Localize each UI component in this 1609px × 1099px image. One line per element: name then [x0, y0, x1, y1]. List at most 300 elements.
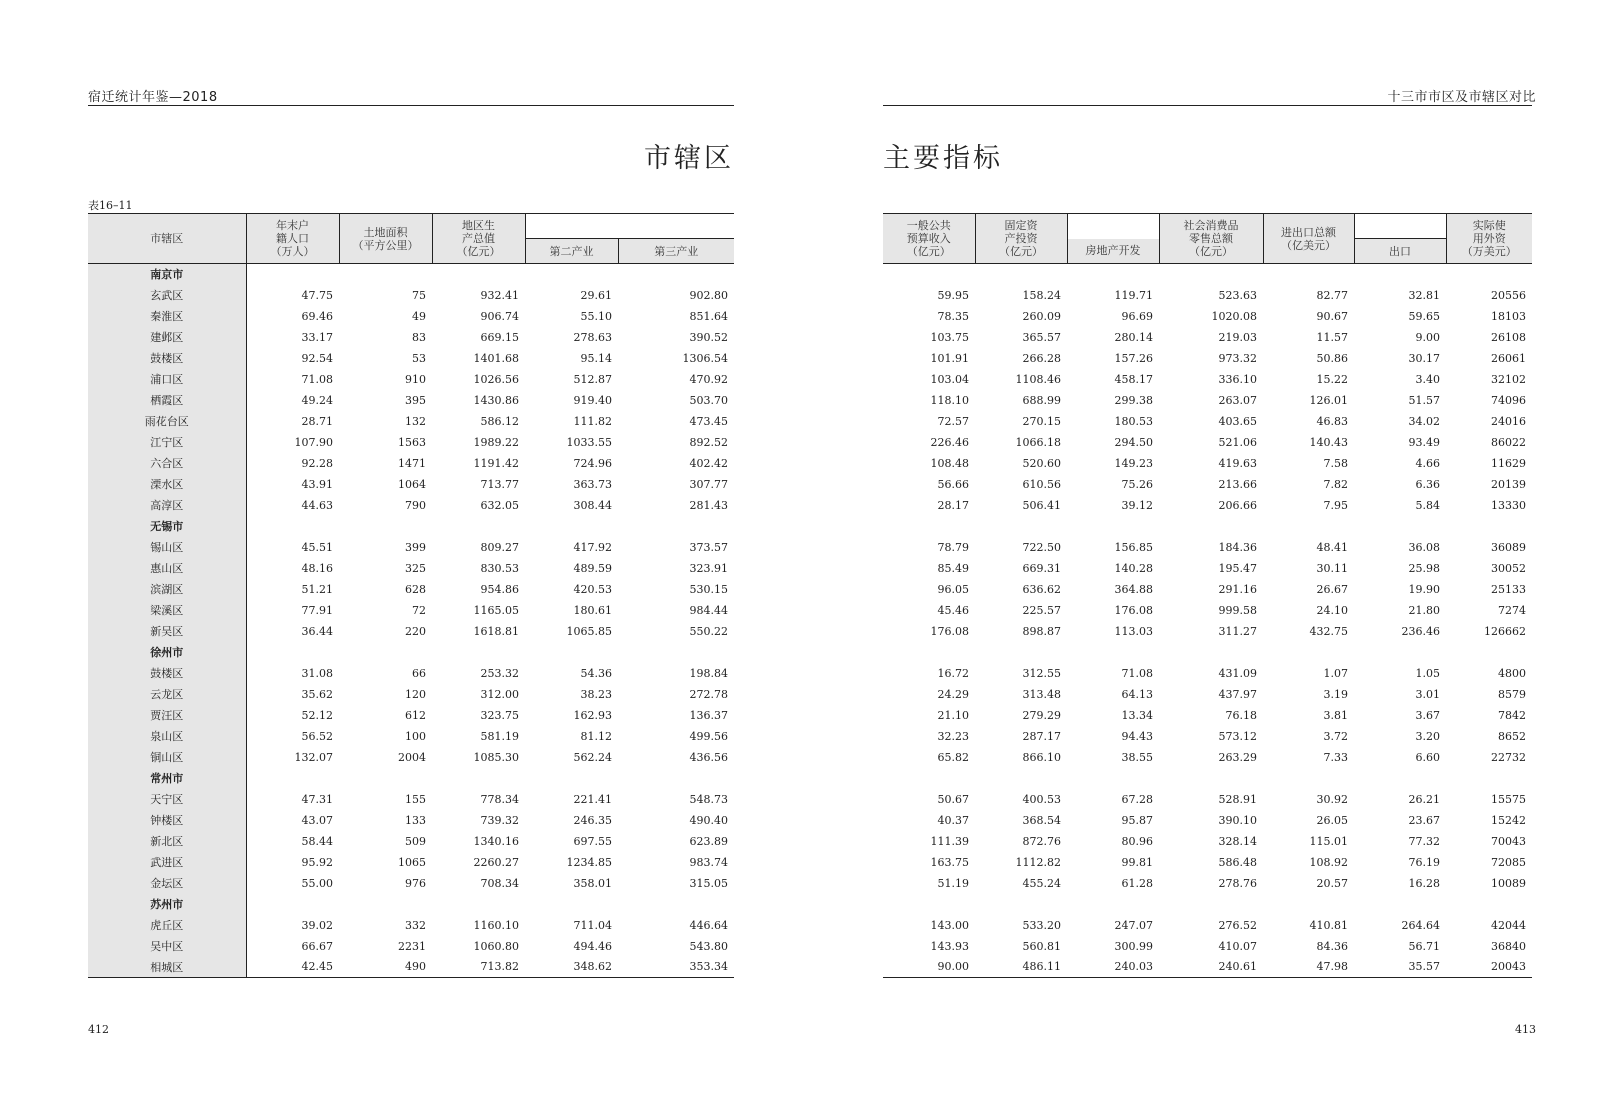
table-cell [975, 642, 1067, 663]
table-row [88, 285, 734, 306]
table-cell: 358.01 [573, 876, 612, 890]
table-cell: 86022 [1491, 435, 1526, 449]
table-cell: 311.27 [1218, 624, 1257, 638]
table-cell: 36.08 [1408, 540, 1440, 554]
table-cell: 220 [405, 624, 426, 638]
table-cell: 30052 [1491, 561, 1526, 575]
table-row [883, 474, 1532, 495]
table-cell: 910 [405, 372, 426, 386]
table-cell: 530.15 [689, 582, 728, 596]
table-cell [432, 516, 525, 537]
table-cell: 410.81 [1309, 918, 1348, 932]
table-cell: 348.62 [525, 957, 618, 978]
table-cell: 26.67 [1316, 582, 1348, 596]
table-cell: 66.67 [301, 939, 333, 953]
table-cell: 50.67 [937, 792, 969, 806]
table-cell: 149.23 [1114, 456, 1153, 470]
table-cell: 99.81 [1121, 855, 1153, 869]
table-cell: 44.63 [301, 498, 333, 512]
district-name: 新北区 [88, 831, 246, 852]
district-name: 铜山区 [88, 747, 246, 768]
table-cell [1354, 264, 1446, 285]
running-head-left: 宿迁统计年鉴—2018 [88, 90, 218, 105]
table-cell: 126.01 [1309, 393, 1348, 407]
table-row [88, 831, 734, 852]
table-row [88, 369, 734, 390]
table-cell [883, 264, 975, 285]
table-cell: 490.40 [689, 813, 728, 827]
table-cell: 373.57 [689, 540, 728, 554]
table-cell: 550.22 [689, 624, 728, 638]
table-cell: 59.65 [1408, 309, 1440, 323]
table-cell [975, 894, 1067, 915]
district-name: 惠山区 [88, 558, 246, 579]
table-cell [525, 516, 618, 537]
table-cell: 724.96 [573, 456, 612, 470]
table-cell [1159, 768, 1263, 789]
table-cell: 1.05 [1415, 666, 1440, 680]
city-group-row [88, 642, 734, 663]
table-cell: 402.42 [689, 456, 728, 470]
table-cell: 75 [412, 288, 426, 302]
table-cell: 71.08 [1121, 666, 1153, 680]
table-cell: 954.86 [480, 582, 519, 596]
table-row [883, 600, 1532, 621]
table-cell: 7.95 [1323, 498, 1348, 512]
table-cell: 34.02 [1408, 414, 1440, 428]
table-label: 表16–11 [88, 199, 133, 212]
table-cell: 420.53 [573, 582, 612, 596]
table-cell: 61.28 [1121, 876, 1153, 890]
table-cell: 92.54 [301, 351, 333, 365]
table-row [883, 579, 1532, 600]
table-cell: 74096 [1491, 393, 1526, 407]
table-cell: 90.67 [1316, 309, 1348, 323]
table-cell [618, 516, 734, 537]
table-cell: 176.08 [1114, 603, 1153, 617]
table-cell [1067, 894, 1159, 915]
table-cell: 697.55 [573, 834, 612, 848]
table-cell: 560.81 [1022, 939, 1061, 953]
table-row [88, 558, 734, 579]
table-row [88, 621, 734, 642]
table-cell: 83 [412, 330, 426, 344]
table-cell: 33.17 [301, 330, 333, 344]
table-cell: 24016 [1491, 414, 1526, 428]
table-cell [975, 264, 1067, 285]
table-cell: 21.10 [937, 708, 969, 722]
table-cell [975, 768, 1067, 789]
table-cell: 26.21 [1408, 792, 1440, 806]
table-cell: 11.57 [1316, 330, 1348, 344]
table-cell: 59.95 [937, 288, 969, 302]
table-row [883, 789, 1532, 810]
table-cell: 1064 [398, 477, 426, 491]
table-cell: 636.62 [1022, 582, 1061, 596]
table-cell: 240.03 [1067, 957, 1159, 978]
table-cell [246, 894, 339, 915]
table-cell: 1618.81 [473, 624, 519, 638]
table-cell: 100 [405, 729, 426, 743]
table-cell [1263, 642, 1354, 663]
table-cell: 506.41 [1022, 498, 1061, 512]
table-cell: 69.46 [301, 309, 333, 323]
table-cell [975, 516, 1067, 537]
table-cell: 64.13 [1121, 687, 1153, 701]
table-cell: 1401.68 [473, 351, 519, 365]
table-cell: 94.43 [1121, 729, 1153, 743]
district-name: 鼓楼区 [88, 663, 246, 684]
table-cell: 866.10 [1022, 750, 1061, 764]
table-cell: 830.53 [480, 561, 519, 575]
table-cell [1354, 768, 1446, 789]
table-cell: 49.24 [301, 393, 333, 407]
table-cell: 103.04 [930, 372, 969, 386]
table-cell: 7842 [1498, 708, 1526, 722]
table-cell: 38.55 [1121, 750, 1153, 764]
page-number-left: 412 [88, 1023, 109, 1036]
table-cell: 264.64 [1401, 918, 1440, 932]
table-row [883, 873, 1532, 894]
header-rule-left [88, 105, 734, 106]
table-cell: 528.91 [1218, 792, 1257, 806]
table-cell: 533.20 [1022, 918, 1061, 932]
table-cell: 36.44 [301, 624, 333, 638]
table-cell [1159, 894, 1263, 915]
table-cell: 111.82 [573, 414, 612, 428]
table-cell: 898.87 [1022, 624, 1061, 638]
table-cell: 11629 [1491, 456, 1526, 470]
table-cell: 22732 [1491, 750, 1526, 764]
header-public-budget: 一般公共 预算收入 （亿元） [883, 214, 975, 264]
table-cell: 18103 [1491, 309, 1526, 323]
district-name: 虎丘区 [88, 915, 246, 936]
district-name: 滨湖区 [88, 579, 246, 600]
table-cell: 431.09 [1218, 666, 1257, 680]
table-cell: 56.52 [301, 729, 333, 743]
table-cell: 919.40 [573, 393, 612, 407]
page-title-left: 市辖区 [644, 143, 734, 174]
table-cell: 1085.30 [473, 750, 519, 764]
table-cell: 140.43 [1309, 435, 1348, 449]
table-cell: 6.36 [1415, 477, 1440, 491]
table-cell: 308.44 [573, 498, 612, 512]
table-cell: 32.81 [1408, 288, 1440, 302]
table-cell [339, 516, 432, 537]
table-cell: 101.91 [930, 351, 969, 365]
header-import-export: 进出口总额 （亿美元） [1263, 214, 1354, 264]
table-cell: 76.19 [1408, 855, 1440, 869]
city-group-row [883, 264, 1532, 285]
header-land-area: 土地面积 （平方公里） [339, 214, 432, 264]
district-name: 建邺区 [88, 327, 246, 348]
table-cell: 1430.86 [473, 393, 519, 407]
table-cell [1067, 642, 1159, 663]
table-cell: 21.80 [1408, 603, 1440, 617]
table-cell: 365.57 [1022, 330, 1061, 344]
table-cell: 47.98 [1263, 957, 1354, 978]
table-cell: 332 [405, 918, 426, 932]
table-cell: 163.75 [930, 855, 969, 869]
table-cell: 103.75 [930, 330, 969, 344]
table-cell: 520.60 [1022, 456, 1061, 470]
table-cell: 70043 [1491, 834, 1526, 848]
table-cell: 31.08 [301, 666, 333, 680]
table-row [88, 306, 734, 327]
table-row [883, 327, 1532, 348]
table-cell: 95.87 [1121, 813, 1153, 827]
table-cell: 1020.08 [1211, 309, 1257, 323]
table-cell [525, 894, 618, 915]
table-cell: 65.82 [937, 750, 969, 764]
table-cell: 458.17 [1114, 372, 1153, 386]
table-cell: 71.08 [301, 372, 333, 386]
table-cell: 221.41 [573, 792, 612, 806]
table-cell: 16.28 [1408, 876, 1440, 890]
table-cell: 287.17 [1022, 729, 1061, 743]
table-cell: 325 [405, 561, 426, 575]
table-cell: 417.92 [573, 540, 612, 554]
table-row [88, 705, 734, 726]
table-cell: 581.19 [480, 729, 519, 743]
table-row [88, 327, 734, 348]
running-head-right: 十三市市区及市辖区对比 [1387, 90, 1536, 105]
table-cell: 628 [405, 582, 426, 596]
table-cell: 7274 [1498, 603, 1526, 617]
table-cell: 486.11 [975, 957, 1067, 978]
city-group-row [883, 894, 1532, 915]
table-cell: 3.67 [1415, 708, 1440, 722]
table-cell: 13330 [1491, 498, 1526, 512]
table-row [883, 369, 1532, 390]
table-row [88, 936, 734, 957]
table-cell [618, 642, 734, 663]
table-cell [432, 768, 525, 789]
table-cell: 15.22 [1316, 372, 1348, 386]
table-cell: 42.45 [246, 957, 339, 978]
table-cell: 47.75 [301, 288, 333, 302]
district-name: 玄武区 [88, 285, 246, 306]
table-cell: 15242 [1491, 813, 1526, 827]
city-group-row [88, 264, 734, 285]
table-cell: 10089 [1491, 876, 1526, 890]
table-cell: 399 [405, 540, 426, 554]
table-cell: 55.10 [580, 309, 612, 323]
table-cell: 49 [412, 309, 426, 323]
table-cell [1446, 768, 1532, 789]
table-cell: 711.04 [573, 918, 612, 932]
table-cell: 20.57 [1316, 876, 1348, 890]
table-cell: 328.14 [1218, 834, 1257, 848]
table-cell [618, 768, 734, 789]
table-cell: 1065.85 [566, 624, 612, 638]
district-name: 吴中区 [88, 936, 246, 957]
table-cell: 48.16 [301, 561, 333, 575]
table-cell: 77.91 [301, 603, 333, 617]
table-cell: 7.82 [1323, 477, 1348, 491]
table-cell [432, 264, 525, 285]
table-cell: 2260.27 [473, 855, 519, 869]
table-cell: 263.07 [1218, 393, 1257, 407]
table-cell: 51.19 [937, 876, 969, 890]
table-cell: 133 [405, 813, 426, 827]
table-cell: 162.93 [573, 708, 612, 722]
table-row [88, 957, 734, 978]
table-row [883, 495, 1532, 516]
table-cell: 3.40 [1415, 372, 1440, 386]
header-real-estate: 房地产开发 [1067, 239, 1159, 264]
table-cell: 312.55 [1022, 666, 1061, 680]
table-row [88, 390, 734, 411]
table-row [883, 621, 1532, 642]
table-row [883, 810, 1532, 831]
table-cell: 323.91 [689, 561, 728, 575]
table-cell: 119.71 [1114, 288, 1153, 302]
table-row [883, 936, 1532, 957]
table-row [883, 663, 1532, 684]
table-cell: 364.88 [1114, 582, 1153, 596]
table-cell: 586.12 [480, 414, 519, 428]
table-cell: 247.07 [1114, 918, 1153, 932]
table-cell: 72.57 [937, 414, 969, 428]
table-row [88, 726, 734, 747]
district-name: 天宁区 [88, 789, 246, 810]
table-cell: 6.60 [1415, 750, 1440, 764]
table-cell: 809.27 [480, 540, 519, 554]
table-cell: 195.47 [1218, 561, 1257, 575]
table-row [88, 684, 734, 705]
table-cell: 107.90 [294, 435, 333, 449]
table-cell: 1165.05 [473, 603, 519, 617]
table-cell [1159, 264, 1263, 285]
table-cell: 36840 [1491, 939, 1526, 953]
table-cell [883, 768, 975, 789]
table-cell: 410.07 [1218, 939, 1257, 953]
table-cell: 323.75 [480, 708, 519, 722]
table-cell: 52.12 [301, 708, 333, 722]
table-cell: 1306.54 [682, 351, 728, 365]
district-name: 武进区 [88, 852, 246, 873]
table-cell: 9.00 [1415, 330, 1440, 344]
table-cell: 1234.85 [566, 855, 612, 869]
table-cell [618, 264, 734, 285]
header-secondary: 第二产业 [525, 239, 618, 264]
header-export: 出口 [1354, 239, 1446, 264]
table-cell: 45.51 [301, 540, 333, 554]
table-row [88, 432, 734, 453]
table-cell: 54.36 [580, 666, 612, 680]
table-row [88, 915, 734, 936]
table-row [88, 747, 734, 768]
table-row [883, 558, 1532, 579]
table-row [883, 453, 1532, 474]
table-row [88, 600, 734, 621]
table-cell [1067, 516, 1159, 537]
table-row [883, 411, 1532, 432]
data-table-right [883, 213, 1532, 978]
table-cell: 253.32 [480, 666, 519, 680]
header-gdp: 地区生 产总值 （亿元） [432, 214, 525, 264]
table-row [88, 810, 734, 831]
table-cell: 266.28 [1022, 351, 1061, 365]
table-cell: 67.28 [1121, 792, 1153, 806]
table-cell: 213.66 [1218, 477, 1257, 491]
table-cell: 20556 [1491, 288, 1526, 302]
table-cell: 84.36 [1316, 939, 1348, 953]
table-cell: 53 [412, 351, 426, 365]
table-cell: 278.76 [1218, 876, 1257, 890]
table-cell: 299.38 [1114, 393, 1153, 407]
table-cell: 25.98 [1408, 561, 1440, 575]
table-cell: 26.05 [1316, 813, 1348, 827]
table-cell: 35.57 [1354, 957, 1446, 978]
table-cell: 236.46 [1401, 624, 1440, 638]
table-cell: 180.61 [573, 603, 612, 617]
table-cell [1354, 642, 1446, 663]
table-cell: 30.92 [1316, 792, 1348, 806]
table-row [883, 831, 1532, 852]
district-name: 云龙区 [88, 684, 246, 705]
table-cell [883, 642, 975, 663]
table-cell [525, 264, 618, 285]
table-cell: 30.11 [1316, 561, 1348, 575]
table-cell [1159, 642, 1263, 663]
table-cell: 24.29 [937, 687, 969, 701]
table-cell: 623.89 [689, 834, 728, 848]
page-number-right: 413 [1515, 1023, 1536, 1036]
table-cell: 1.07 [1323, 666, 1348, 680]
table-cell: 281.43 [689, 498, 728, 512]
table-cell: 176.08 [930, 624, 969, 638]
table-cell: 78.35 [937, 309, 969, 323]
table-cell: 23.67 [1408, 813, 1440, 827]
table-cell: 157.26 [1114, 351, 1153, 365]
table-cell: 38.23 [580, 687, 612, 701]
table-cell: 47.31 [301, 792, 333, 806]
table-cell: 432.75 [1309, 624, 1348, 638]
table-cell: 120 [405, 687, 426, 701]
table-cell: 45.46 [937, 603, 969, 617]
table-cell: 2231 [398, 939, 426, 953]
table-cell: 77.32 [1408, 834, 1440, 848]
table-cell: 260.09 [1022, 309, 1061, 323]
table-cell: 113.03 [1114, 624, 1153, 638]
table-cell: 455.24 [1022, 876, 1061, 890]
table-cell: 36089 [1491, 540, 1526, 554]
district-name: 相城区 [88, 957, 246, 978]
table-cell: 48.41 [1316, 540, 1348, 554]
table-cell: 118.10 [930, 393, 969, 407]
table-cell: 132 [405, 414, 426, 428]
table-cell: 95.92 [301, 855, 333, 869]
table-cell: 973.32 [1218, 351, 1257, 365]
table-cell: 75.26 [1121, 477, 1153, 491]
district-name: 泉山区 [88, 726, 246, 747]
header-rule-right [883, 105, 1532, 106]
table-cell: 503.70 [689, 393, 728, 407]
page-title-right: 主要指标 [883, 143, 1003, 174]
district-name: 贾汪区 [88, 705, 246, 726]
table-cell [246, 642, 339, 663]
table-cell: 72 [412, 603, 426, 617]
table-cell: 983.74 [689, 855, 728, 869]
table-cell: 279.29 [1022, 708, 1061, 722]
city-group-row [883, 642, 1532, 663]
table-cell: 490 [339, 957, 432, 978]
district-name: 锡山区 [88, 537, 246, 558]
table-cell: 713.77 [480, 477, 519, 491]
table-cell [525, 768, 618, 789]
